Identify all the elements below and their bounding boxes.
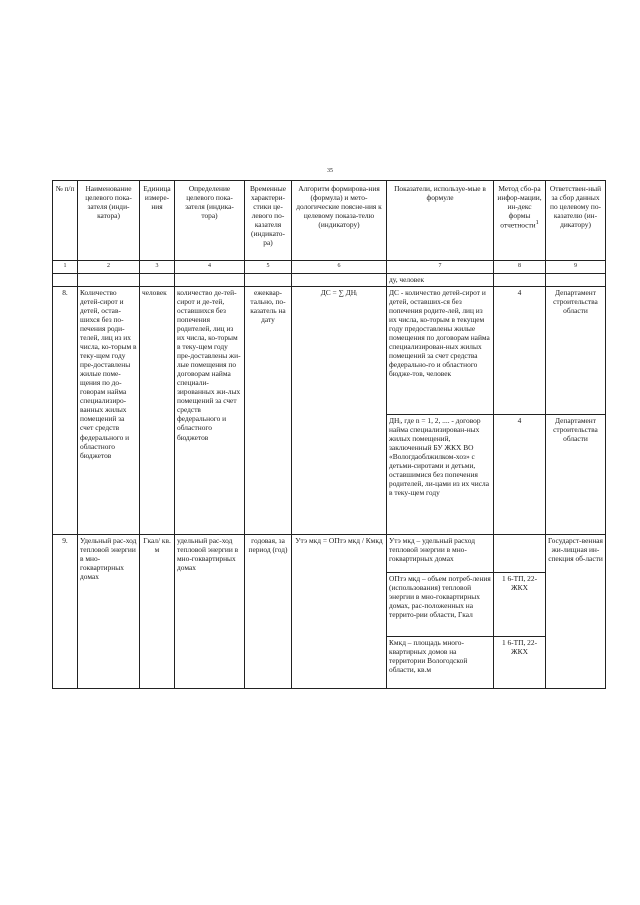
col-index: 2 xyxy=(78,261,140,274)
header-unit: Единица измере-ния xyxy=(140,181,175,261)
row9-unit: Гкал/ кв. м xyxy=(140,535,175,689)
row9-timing: годовая, за период (год) xyxy=(245,535,292,689)
header-num: № п/п xyxy=(53,181,78,261)
header-method: Метод сбо-ра инфор-мации, ин-декс формы отчетности$^1$ xyxy=(494,181,546,261)
row8-indicator-1: ДС - количество детей-сирот и детей, оставших-ся без попечения родите-лей, лиц из их числа, ко-торым в текущем году предоставлены жилые помещения по договорам найма специализирован-ных жилых помещений за счет средства федерально-го и областного бюдже-тов, человек xyxy=(387,287,494,415)
col-index: 3 xyxy=(140,261,175,274)
header-name: Наименование целевого пока-зателя (инди-катора) xyxy=(78,181,140,261)
table-row-9 xyxy=(53,535,606,573)
row8-num: 8. xyxy=(53,287,78,535)
col-index: 5 xyxy=(245,261,292,274)
row9-indicator-1: Утэ мкд – удельный расход тепловой энергии в мно-гоквартирных домах xyxy=(387,535,494,573)
row9-indicator-3: Кмкд – площадь много-квартирных домов на территории Вологодской области, кв.м xyxy=(387,637,494,689)
row9-method-1 xyxy=(494,535,546,573)
row9-method-2: 1 6-ТП, 22-ЖКХ xyxy=(494,573,546,637)
indicators-table xyxy=(52,180,606,689)
col-index: 6 xyxy=(292,261,387,274)
col-index: 4 xyxy=(175,261,245,274)
header-responsible: Ответствен-ный за сбор данных по целевому по-казателю (ин-дикатору) xyxy=(546,181,606,261)
row8-formula: ДС = ∑ ДНᵢ xyxy=(292,287,387,535)
row8-responsible-1: Департамент строительства области xyxy=(546,287,606,415)
row8-name: Количество детей-сирот и детей, остав-шихся без по-печения роди-телей, лиц из их числа, ко-торым в теку-щем году пре-доставлены жилые поме-щения по до-говорам найма специализиро-ванных жилых помещений за счет средств федерального и областного бюджетов xyxy=(78,287,140,535)
row8-method-1: 4 xyxy=(494,287,546,415)
column-index-row xyxy=(53,261,606,274)
row9-responsible: Государст-венная жи-лищная ин-спекция об-ласти xyxy=(546,535,606,689)
row9-num: 9. xyxy=(53,535,78,689)
row8-timing: ежеквар-тально, по-казатель на дату xyxy=(245,287,292,535)
row9-formula: Утэ мкд = ОПтэ мкд / Кмкд xyxy=(292,535,387,689)
row8-definition: количество де-тей-сирот и де-тей, оставшихся без попечения родителей, лиц из их числа, ко-торым в теку-щем году пре-доставлены жи-лые помещения по договорам найма специали-зированных жи-лых помещений за счет средств федерального и областного бюджетов xyxy=(175,287,245,535)
col-index: 9 xyxy=(546,261,606,274)
header-timing: Временные характери-стики це-левого по-казателя (индикато-ра) xyxy=(245,181,292,261)
row8-method-2: 4 xyxy=(494,415,546,535)
row8-indicator-2: ДНᵢ, где n = 1, 2, .... - договор найма специализирован-ных жилых помещений, заключенный БУ ЖКХ ВО «Вологдаоблжилком-хоз» с детьми-сиротами и детьми, оставшимися без попечения родителей, ли-цами из их числа в теку-щем году xyxy=(387,415,494,535)
page-number: 35 xyxy=(327,168,333,174)
row8-responsible-2: Департамент строительства области xyxy=(546,415,606,535)
header-definition: Определение целевого пока-зателя (индика-тора) xyxy=(175,181,245,261)
table-row-8 xyxy=(53,287,606,415)
row9-indicator-2: ОПтэ мкд – объем потреб-ления (использования) тепловой энергии в мно-гоквартирных домах, рас-положенных на террито-рии области, Гкал xyxy=(387,573,494,637)
footnote-mark: 1 xyxy=(535,220,539,227)
carryover-row xyxy=(53,274,606,287)
row9-definition: удельный рас-ход тепловой энергии в мно-гоквартирных домах xyxy=(175,535,245,689)
row9-name: Удельный рас-ход тепловой энергии в мно-гоквартирных домах xyxy=(78,535,140,689)
header-indicators: Показатели, используе-мые в формуле xyxy=(387,181,494,261)
header-row xyxy=(53,181,606,261)
carryover-text: ду, человек xyxy=(387,274,494,287)
col-index: 1 xyxy=(53,261,78,274)
header-formula: Алгоритм формирова-ния (формула) и мето-дологические поясне-ния к целевому показа-телю (индикатору) xyxy=(292,181,387,261)
row9-method-3: 1 6-ТП, 22-ЖКХ xyxy=(494,637,546,689)
col-index: 8 xyxy=(494,261,546,274)
row8-unit: человек xyxy=(140,287,175,535)
col-index: 7 xyxy=(387,261,494,274)
